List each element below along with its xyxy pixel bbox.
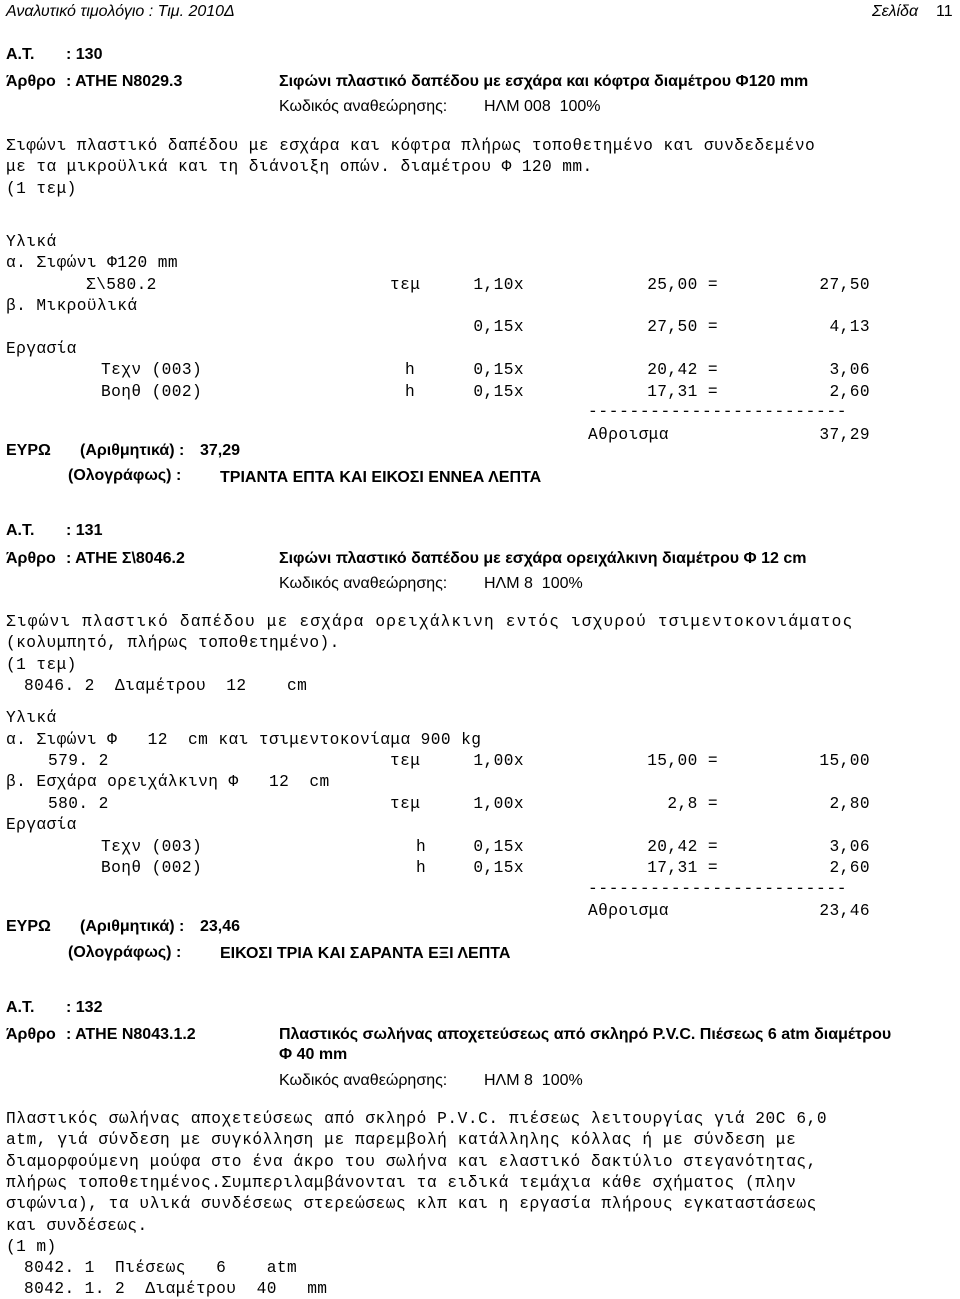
unit-line: (1 m) [6, 1238, 57, 1256]
article-code: : ΑΤΗΕ Σ\8046.2 [66, 550, 185, 567]
description-line: atm, γιά σύνδεση με συγκόλληση με παρεμβολή κατάλληλης κόλλας ή με σύνδεση με [6, 1131, 797, 1149]
labor-assistant: Βοηθ (002) [101, 859, 203, 877]
at-label: Α.Τ. [6, 522, 35, 539]
material-b-code: 580. 2 [48, 795, 109, 813]
labor-technician-price: 20,42 = [647, 838, 718, 856]
labor-assistant-qty: 0,15x [473, 383, 524, 401]
labor-technician-qty: 0,15x [473, 838, 524, 856]
article-label: Άρθρο [6, 73, 56, 90]
description-line: Πλαστικός σωλήνας αποχετεύσεως από σκληρό P.V.C. πιέσεως λειτουργίας γιά 20C 6,0 [6, 1110, 828, 1128]
subitem-line: 8046. 2 Διαμέτρου 12 cm [24, 677, 308, 695]
amount-words-label: (Ολογράφως) : [68, 944, 182, 961]
labor-technician-price: 20,42 = [647, 361, 718, 379]
labor-assistant-total: 2,60 [829, 383, 870, 401]
labor-heading: Εργασία [6, 816, 77, 834]
labor-assistant-total: 2,60 [829, 859, 870, 877]
materials-heading: Υλικά [6, 709, 57, 727]
material-a-unit: τεμ [390, 752, 421, 770]
item-title: Σιφώνι πλαστικό δαπέδου με εσχάρα και κόφτρα διαμέτρου Φ120 mm [279, 73, 809, 90]
revision-code-value: ΗΛΜ 008 100% [484, 98, 601, 115]
revision-code-label: Κωδικός αναθεώρησης: [279, 575, 448, 592]
material-a-code: Σ\580.2 [86, 276, 157, 294]
material-b-qty: 1,00x [473, 795, 524, 813]
revision-code-label: Κωδικός αναθεώρησης: [279, 1072, 448, 1089]
material-b-total: 4,13 [829, 318, 870, 336]
materials-heading: Υλικά [6, 233, 57, 251]
currency-label: ΕΥΡΩ [6, 442, 51, 459]
material-b-qty: 0,15x [473, 318, 524, 336]
amount-words: ΕΙΚΟΣΙ ΤΡΙΑ ΚΑΙ ΣΑΡΑΝΤΑ ΕΞΙ ΛΕΠΤΑ [220, 945, 511, 962]
amount-numeric: 37,29 [200, 442, 241, 459]
at-number: : 130 [66, 46, 103, 63]
article-code: : ΑΤΗΕ Ν8029.3 [66, 73, 183, 90]
material-b-price: 2,8 = [667, 795, 718, 813]
description-line: διαμορφούμενη μούφα στο ένα άκρο του σωλήνα και ελαστικό δακτύλιο στεγανότητας, [6, 1153, 817, 1171]
amount-words: ΤΡΙΑΝΤΑ ΕΠΤΑ ΚΑΙ ΕΙΚΟΣΙ ΕΝΝΕΑ ΛΕΠΤΑ [220, 469, 542, 486]
material-a-qty: 1,10x [473, 276, 524, 294]
article-code: : ΑΤΗΕ Ν8043.1.2 [66, 1026, 196, 1043]
material-a: α. Σιφώνι Φ 12 cm και τσιμεντοκονίαμα 900 kg [6, 731, 482, 749]
description-line: Σιφώνι πλαστικό δαπέδου με εσχάρα και κόφτρα πλήρως τοποθετημένο και συνδεδεμένο [6, 137, 816, 155]
document-title: Αναλυτικό τιμολόγιο : Τιμ. 2010Δ [6, 3, 235, 20]
unit-line: (1 τεμ) [6, 656, 77, 674]
description-line: με τα μικροϋλικά και τη διάνοιξη οπών. διαμέτρου Φ 120 mm. [6, 158, 593, 176]
material-a-total: 15,00 [819, 752, 870, 770]
article-label: Άρθρο [6, 1026, 56, 1043]
currency-label: ΕΥΡΩ [6, 918, 51, 935]
description-line: (κολυμπητό, πλήρως τοποθετημένο). [6, 634, 340, 652]
material-a-price: 25,00 = [647, 276, 718, 294]
labor-technician: Τεχν (003) [101, 838, 203, 856]
amount-numeric-label: (Αριθμητικά) : [80, 442, 185, 459]
material-a: α. Σιφώνι Φ120 mm [6, 254, 178, 272]
sum-label: Αθροισμα [588, 902, 669, 920]
amount-words-label: (Ολογράφως) : [68, 467, 182, 484]
material-b: β. Μικροϋλικά [6, 297, 138, 315]
material-a-price: 15,00 = [647, 752, 718, 770]
material-b-price: 27,50 = [647, 318, 718, 336]
item-title: Σιφώνι πλαστικό δαπέδου με εσχάρα ορειχάλκινη διαμέτρου Φ 12 cm [279, 550, 807, 567]
page-number: 11 [936, 3, 953, 20]
material-a-unit: τεμ [390, 276, 421, 294]
labor-heading: Εργασία [6, 340, 77, 358]
unit-line: (1 τεμ) [6, 180, 77, 198]
page-label: Σελίδα [872, 3, 919, 20]
subitem-line: 8042. 1. 2 Διαμέτρου 40 mm [24, 1280, 328, 1298]
revision-code-label: Κωδικός αναθεώρησης: [279, 98, 448, 115]
labor-technician: Τεχν (003) [101, 361, 203, 379]
sum-separator: ------------------------- [588, 403, 848, 421]
labor-technician-unit: h [416, 838, 427, 856]
description-line: και συνδέσεως. [6, 1217, 148, 1235]
material-a-total: 27,50 [819, 276, 870, 294]
labor-technician-unit: h [405, 361, 416, 379]
subitem-line: 8042. 1 Πιέσεως 6 atm [24, 1259, 298, 1277]
revision-code-value: ΗΛΜ 8 100% [484, 575, 583, 592]
at-number: : 132 [66, 999, 103, 1016]
labor-assistant-unit: h [405, 383, 416, 401]
description-line: Σιφώνι πλαστικό δαπέδου με εσχάρα ορειχάλκινη εντός ισχυρού τσιμεντοκονιάματος [6, 613, 854, 631]
article-label: Άρθρο [6, 550, 56, 567]
at-label: Α.Τ. [6, 46, 35, 63]
material-a-code: 579. 2 [48, 752, 109, 770]
labor-assistant-price: 17,31 = [647, 383, 718, 401]
amount-numeric: 23,46 [200, 918, 241, 935]
material-b-total: 2,80 [829, 795, 870, 813]
material-b-unit: τεμ [390, 795, 421, 813]
at-number: : 131 [66, 522, 103, 539]
labor-technician-total: 3,06 [829, 361, 870, 379]
material-a-qty: 1,00x [473, 752, 524, 770]
sum-separator: ------------------------- [588, 880, 848, 898]
sum-total: 23,46 [819, 902, 870, 920]
labor-assistant-price: 17,31 = [647, 859, 718, 877]
labor-technician-qty: 0,15x [473, 361, 524, 379]
labor-assistant-qty: 0,15x [473, 859, 524, 877]
description-line: πλήρως τοποθετημένος.Συμπεριλαμβάνονται τα ειδικά τεμάχια κάθε σχήματος (πλην [6, 1174, 797, 1192]
item-title-continued: Φ 40 mm [279, 1046, 348, 1063]
sum-total: 37,29 [819, 426, 870, 444]
labor-assistant: Βοηθ (002) [101, 383, 203, 401]
labor-assistant-unit: h [416, 859, 427, 877]
material-b: β. Εσχάρα ορειχάλκινη Φ 12 cm [6, 773, 330, 791]
item-title: Πλαστικός σωλήνας αποχετεύσεως από σκληρό P.V.C. Πιέσεως 6 atm διαμέτρου [279, 1026, 892, 1043]
revision-code-value: ΗΛΜ 8 100% [484, 1072, 583, 1089]
amount-numeric-label: (Αριθμητικά) : [80, 918, 185, 935]
at-label: Α.Τ. [6, 999, 35, 1016]
sum-label: Αθροισμα [588, 426, 669, 444]
labor-technician-total: 3,06 [829, 838, 870, 856]
description-line: σιφώνια), τα υλικά συνδέσεως στερεώσεως κλπ και η εργασία πλήρους εγκαταστάσεως [6, 1195, 817, 1213]
